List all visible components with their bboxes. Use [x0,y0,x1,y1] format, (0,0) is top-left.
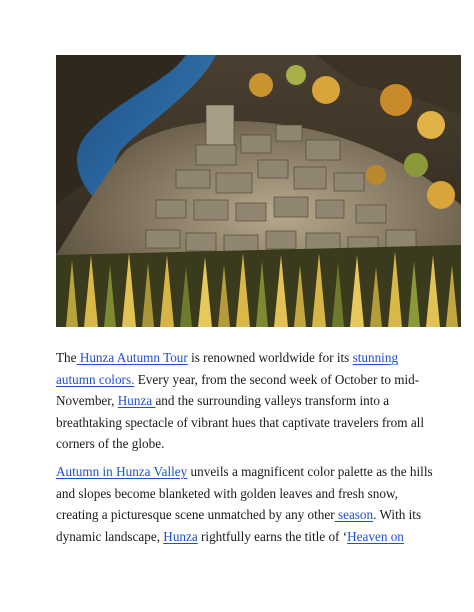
paragraph1-line4: breathtaking spectacle of vibrant hues that captivate travelers from all [56,414,424,430]
link-heaven-on-earth[interactable]: Heaven on [347,528,404,544]
paragraph2-line4: dynamic landscape, Hunza rightfully earns the title of ‘Heaven on [56,528,404,544]
link-hunza-2[interactable]: Hunza [163,528,198,544]
link-autumn-in-hunza-valley[interactable]: Autumn in Hunza Valley [56,464,188,479]
link-stunning-autumn-colors-part1[interactable]: stunning [352,350,399,365]
village-landscape-illustration [56,55,461,327]
paragraph1-line5: corners of the globe. [56,436,165,452]
link-hunza-autumn-tour[interactable]: Hunza Autumn Tour [76,350,188,365]
link-hunza[interactable]: Hunza [117,393,156,409]
paragraph-autumn-in-hunza-valley [56,461,433,547]
paragraph1-line3: November, Hunza and the surrounding valleys transform into a [56,393,390,409]
paragraph1-line2: autumn colors. Every year, from the second week of October to mid- [56,371,420,387]
link-stunning-autumn-colors-part2[interactable]: autumn colors. [56,371,135,387]
paragraph-hunza-autumn-tour [56,347,424,455]
hunza-valley-photo [56,55,461,327]
paragraph1-line1: The Hunza Autumn Tour is renowned worldwide for its stunning [56,350,399,365]
paragraph2-line3: creating a picturesque scene unmatched by any other season. With its [56,507,422,523]
link-season[interactable]: season [334,507,374,523]
paragraph2-line2: and slopes become blanketed with golden leaves and fresh snow, [56,485,398,501]
paragraph2-line1: Autumn in Hunza Valley unveils a magnificent color palette as the hills [56,464,433,479]
